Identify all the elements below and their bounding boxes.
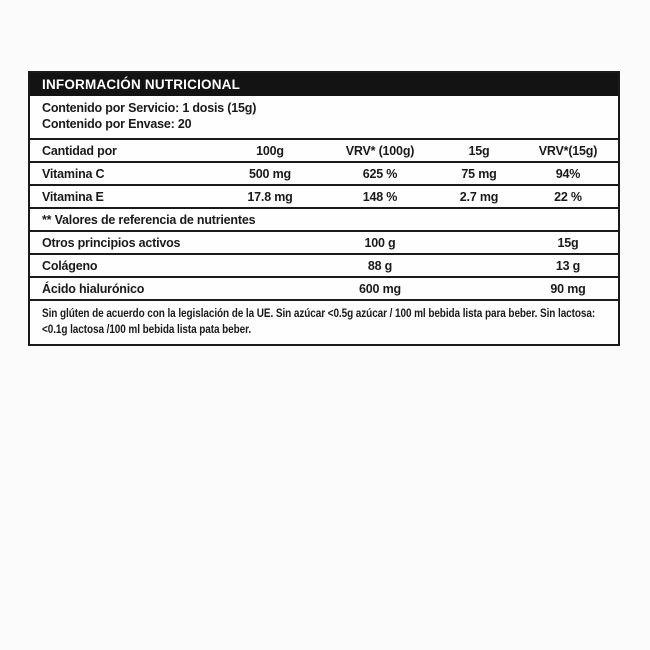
cell-label: Vitamina C (42, 166, 105, 181)
cell-vrv100g: 625 % (362, 166, 398, 181)
cell-label: Otros principios activos (42, 235, 181, 250)
header-vrv-100g: VRV* (100g) (345, 143, 415, 158)
table-row-acido-hialuronico (30, 278, 618, 301)
reference-values-note: ** Valores de referencia de nutrientes (42, 212, 256, 227)
cell-per100g: 17.8 mg (247, 189, 293, 204)
cell-label: Colágeno (42, 258, 98, 273)
allergen-statement: Sin glúten de acuerdo con la legislación de la UE. Sin azúcar <0.5g azúcar / 100 ml bebida lista para beber. Sin lactosa: <0.1g lactosa /100 ml bebida lista pata beber. (42, 306, 596, 336)
cell-per100g: 88 g (367, 258, 393, 273)
table-row-colageno (30, 255, 618, 278)
serving-info-section (30, 96, 618, 140)
cell-vrv100g: 148 % (362, 189, 398, 204)
allergen-statement-section (30, 301, 618, 344)
table-header-row (30, 140, 618, 163)
header-15g: 15g (468, 143, 490, 158)
header-vrv-15g: VRV*(15g) (538, 143, 598, 158)
cell-vrv15g: 22 % (554, 189, 582, 204)
cell-per15g: 90 mg (550, 281, 586, 296)
cell-vrv15g: 94% (555, 166, 581, 181)
nutrition-title: INFORMACIÓN NUTRICIONAL (42, 77, 241, 92)
cell-per100g: 600 mg (359, 281, 401, 296)
cell-per15g: 75 mg (461, 166, 497, 181)
cell-per15g: 15g (557, 235, 579, 250)
reference-values-note-row (30, 209, 618, 232)
serving-per-dose: Contenido por Servicio: 1 dosis (15g) (42, 101, 257, 115)
cell-per15g: 2.7 mg (459, 189, 499, 204)
nutrition-facts-panel (28, 71, 620, 346)
header-cantidad-por: Cantidad por (42, 143, 117, 158)
cell-label: Vitamina E (42, 189, 104, 204)
table-row-vitamina-c (30, 163, 618, 186)
servings-per-container: Contenido por Envase: 20 (42, 117, 192, 131)
cell-label: Ácido hialurónico (42, 281, 145, 296)
cell-per15g: 13 g (555, 258, 581, 273)
cell-per100g: 100 g (364, 235, 396, 250)
cell-per100g: 500 mg (249, 166, 291, 181)
nutrition-title-bar (30, 73, 618, 96)
table-row-otros-principios-activos (30, 232, 618, 255)
table-row-vitamina-e (30, 186, 618, 209)
header-100g: 100g (256, 143, 284, 158)
